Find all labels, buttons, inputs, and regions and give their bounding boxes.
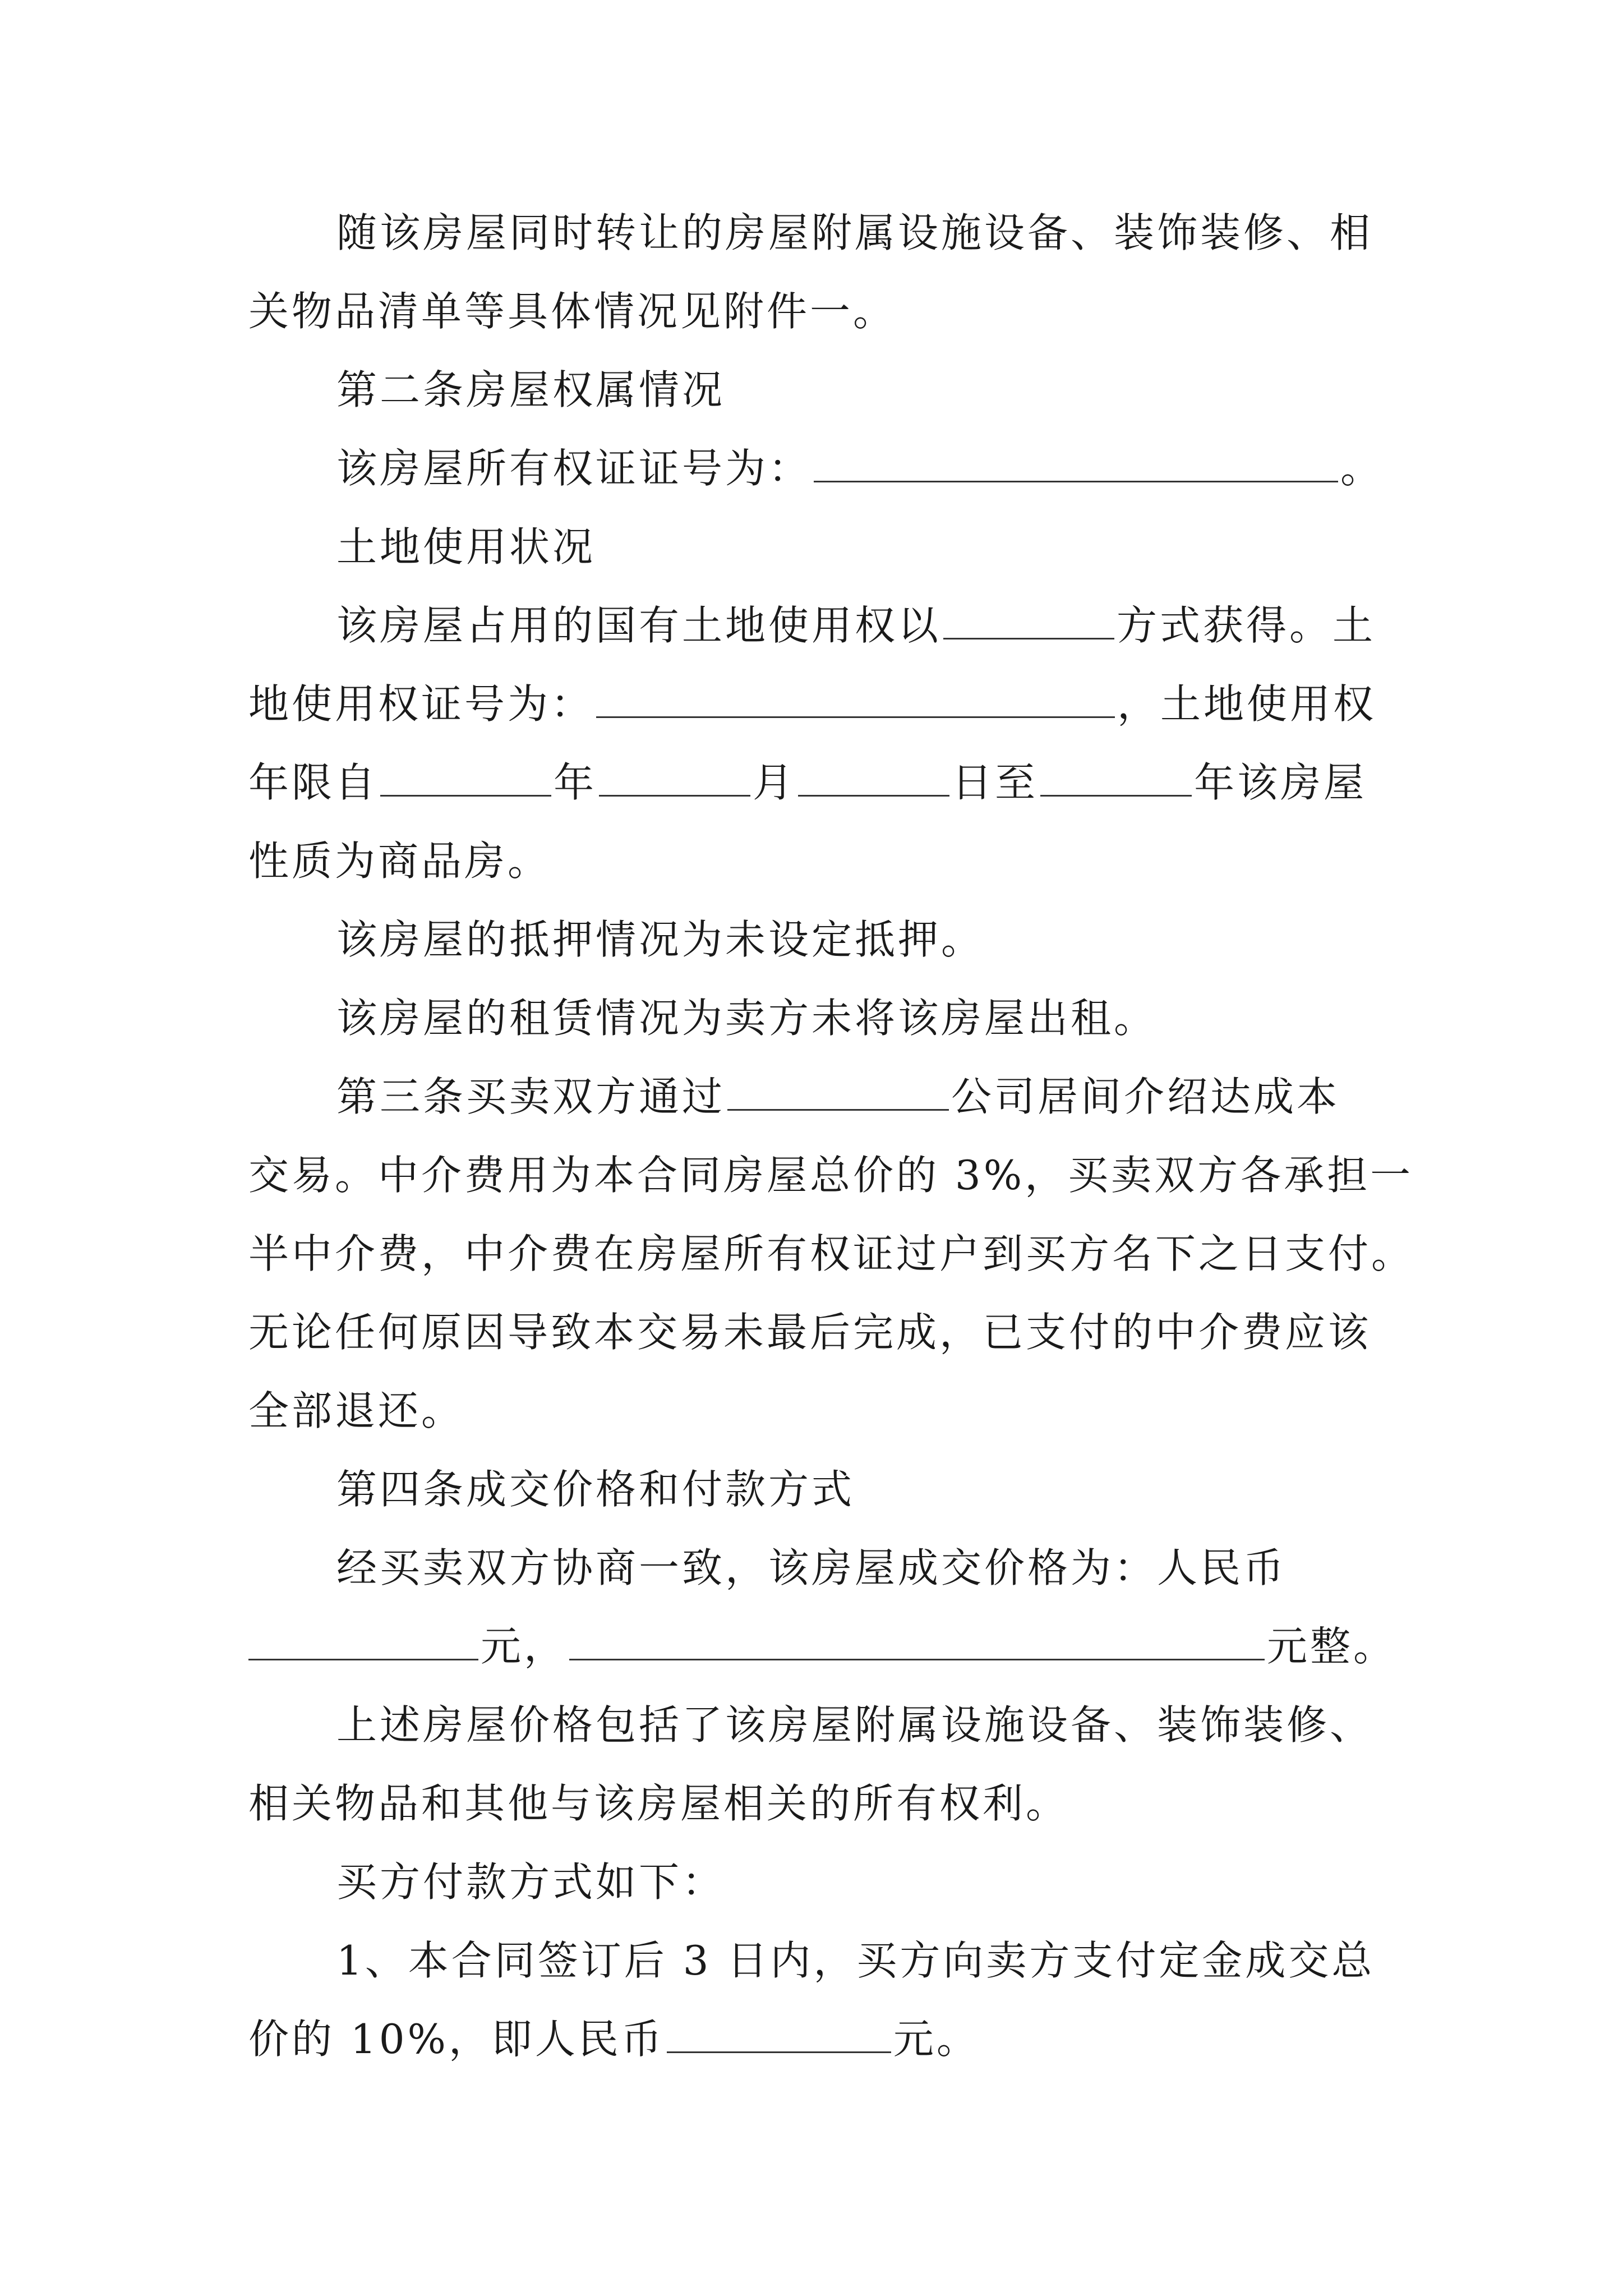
fill-in-blank[interactable] — [814, 446, 1338, 482]
fill-in-blank[interactable] — [943, 603, 1114, 639]
paragraph-line: 第三条买卖双方通过 公司居间介绍达成本 — [336, 1073, 1340, 1120]
paragraph-line: 价的 10%，即人民币 元。 — [248, 2016, 980, 2063]
paragraph-line: 相关物品和其他与该房屋相关的所有权利。 — [248, 1780, 1069, 1827]
paragraph-line: 交易。中介费用为本合同房屋总价的 3%，买卖双方各承担一 — [248, 1152, 1414, 1199]
paragraph-line: 年限自 年 月 日至 年该房屋 — [248, 759, 1367, 806]
fill-in-blank[interactable] — [798, 760, 949, 797]
paragraph-line: 该房屋的抵押情况为未设定抵押。 — [336, 916, 985, 963]
paragraph-line: 性质为商品房。 — [248, 838, 551, 885]
paragraph-line: 全部退还。 — [248, 1387, 465, 1434]
paragraph-line: 地使用权证号为： ，土地使用权 — [248, 680, 1377, 728]
paragraph-line: 买方付款方式如下： — [336, 1858, 726, 1906]
paragraph-line: 关物品清单等具体情况见附件一。 — [248, 288, 897, 335]
paragraph-line: 该房屋的租赁情况为卖方未将该房屋出租。 — [336, 995, 1158, 1042]
fill-in-blank[interactable] — [248, 1624, 478, 1660]
fill-in-blank[interactable] — [727, 1074, 949, 1111]
fill-in-blank[interactable] — [596, 682, 1115, 718]
section-heading: 土地使用状况 — [336, 523, 596, 570]
fill-in-blank[interactable] — [569, 1624, 1265, 1660]
paragraph-line: 上述房屋价格包括了该房屋附属设施设备、装饰装修、 — [336, 1701, 1373, 1749]
paragraph-line: 随该房屋同时转让的房屋附属设施设备、装饰装修、相 — [336, 209, 1373, 256]
fill-in-blank[interactable] — [599, 760, 750, 797]
paragraph-line: 元， 元整。 — [248, 1618, 1381, 1674]
section-heading: 第四条成交价格和付款方式 — [336, 1466, 855, 1513]
paragraph-line: 该房屋占用的国有土地使用权以 方式获得。土 — [336, 602, 1376, 649]
section-heading: 第二条房屋权属情况 — [336, 366, 726, 413]
paragraph-line: 经买卖双方协商一致，该房屋成交价格为：人民币 — [336, 1544, 1287, 1591]
paragraph-line: 1、本合同签订后 3 日内，买方向卖方支付定金成交总 — [336, 1937, 1375, 1984]
paragraph-line: 无论任何原因导致本交易未最后完成，已支付的中介费应该 — [248, 1309, 1372, 1356]
fill-in-blank[interactable] — [380, 760, 551, 797]
paragraph-line: 该房屋所有权证证号为： 。 — [336, 445, 1384, 492]
fill-in-blank[interactable] — [1040, 760, 1192, 797]
fill-in-blank[interactable] — [667, 2017, 891, 2053]
paragraph-line: 半中介费，中介费在房屋所有权证过户到买方名下之日支付。 — [248, 1230, 1415, 1277]
